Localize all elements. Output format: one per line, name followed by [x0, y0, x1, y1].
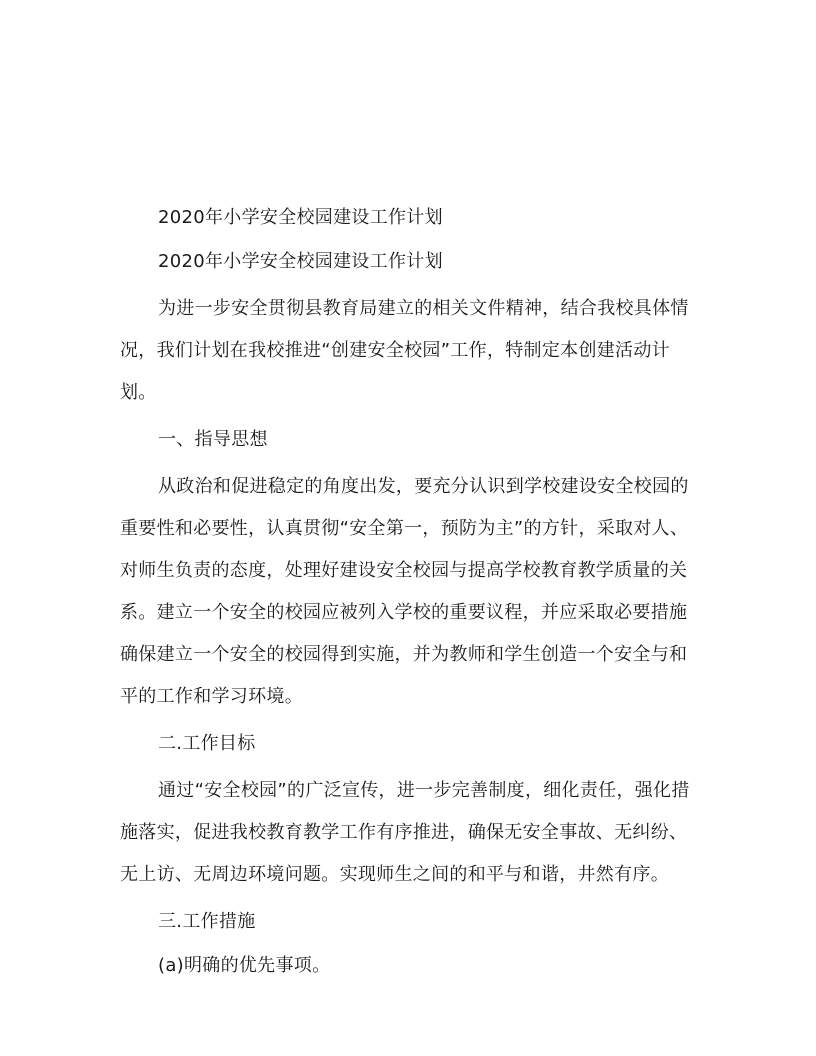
- section-2-paragraph: 通过“安全校园”的广泛宣传，进一步完善制度，细化责任，强化措施落实，促进我校教育教学工作有序推进，确保无安全事故、无纠纷、无上访、无周边环境问题。实现师生之间的和平与和谐，井然有序。: [120, 780, 690, 885]
- intro-paragraph: 为进一步安全贯彻县教育局建立的相关文件精神，结合我校具体情况，我们计划在我校推进“创建安全校园”工作，特制定本创建活动计划。: [120, 298, 689, 403]
- section-3-heading: 三.工作措施: [158, 911, 256, 932]
- document-subtitle: 2020年小学安全校园建设工作计划: [158, 251, 443, 272]
- item-a: (a)明确的优先事项。: [158, 955, 331, 976]
- document-body: [120, 200, 700, 984]
- section-2-heading: 二.工作目标: [158, 733, 256, 754]
- section-1-heading: 一、指导思想: [158, 429, 268, 450]
- document-title: 2020年小学安全校园建设工作计划: [158, 207, 443, 228]
- section-1-paragraph: 从政治和促进稳定的角度出发，要充分认识到学校建设安全校园的重要性和必要性，认真贯彻“安全第一，预防为主”的方针，采取对人、对师生负责的态度，处理好建设安全校园与提高学校教育教学质量的关系。建立一个安全的校园应被列入学校的重要议程，并应采取必要措施确保建立一个安全的校园得到实施，并为教师和学生创造一个安全与和平的工作和学习环境。: [120, 476, 689, 707]
